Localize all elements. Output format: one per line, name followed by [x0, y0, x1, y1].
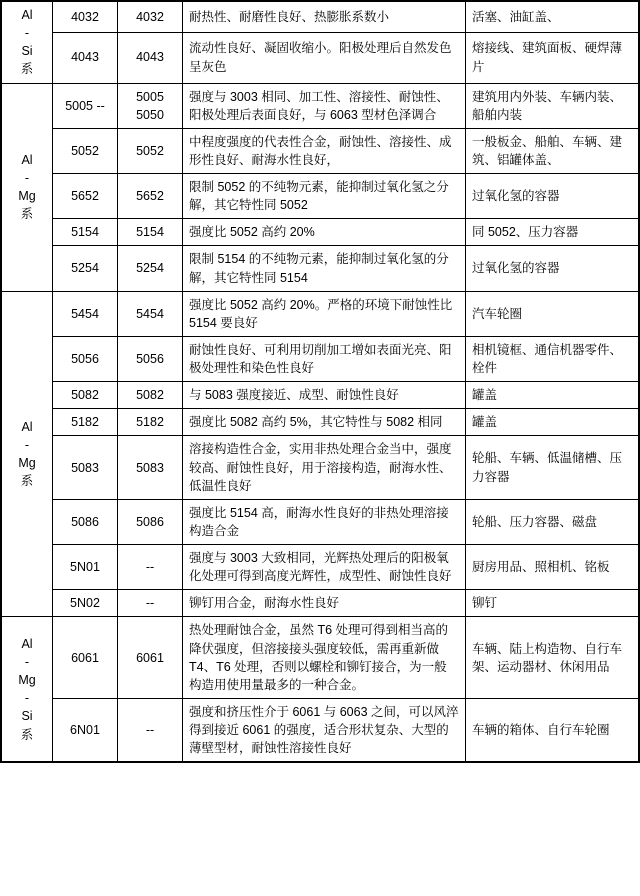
alloy-description: 与 5083 强度接近、成型、耐蚀性良好: [183, 382, 466, 409]
series-label-line: Al: [21, 8, 33, 22]
alloy-equivalent-code: --: [118, 545, 183, 590]
alloy-description: 强度比 5052 高约 20%: [183, 219, 466, 246]
alloy-code: 5652: [53, 174, 118, 219]
alloy-description: 强度和挤压性介于 6061 与 6063 之间，可以风淬得到接近 6061 的强度，适合形状复杂、大型的薄壁型材，耐蚀性溶接性良好: [183, 698, 466, 762]
table-row: [1, 174, 639, 219]
alloy-code: 4032: [53, 1, 118, 32]
table-row: [1, 698, 639, 762]
alloy-description: 溶接构造性合金，实用非热处理合金当中，强度较高、耐蚀性良好，用于溶接构造，耐海水性、低温性良好: [183, 436, 466, 499]
alloy-application: 罐盖: [466, 409, 640, 436]
series-label-line: -: [24, 170, 30, 185]
series-label-line: Si: [21, 709, 33, 724]
alloy-description: 限制 5052 的不纯物元素，能抑制过氧化氢之分解，其它特性同 5052: [183, 174, 466, 219]
alloy-application: 建筑用内外装、车辆内装、船舶内装: [466, 83, 640, 128]
alloy-equivalent-code: 5005 5050: [118, 83, 183, 128]
alloy-code: 5154: [53, 219, 118, 246]
alloy-code: 6N01: [53, 698, 118, 762]
alloy-equivalent-code: --: [118, 698, 183, 762]
alloy-description: 强度与 3003 相同、加工性、溶接性、耐蚀性、阳极处理后表面良好，与 6063 型材色泽调合: [183, 83, 466, 128]
table-row: [1, 382, 639, 409]
alloy-application: 车辆、陆上构造物、自行车架、运动器材、休闲用品: [466, 617, 640, 699]
alloy-application: 铆钉: [466, 590, 640, 617]
series-label-line: -: [24, 691, 30, 706]
alloy-code: 5083: [53, 436, 118, 499]
alloy-code: 5056: [53, 336, 118, 381]
alloy-code: 5052: [53, 128, 118, 173]
table-body: [1, 1, 639, 762]
table-row: [1, 128, 639, 173]
alloy-equivalent-code: 5454: [118, 291, 183, 336]
alloy-description: 强度比 5052 高约 20%。严格的环境下耐蚀性比 5154 要良好: [183, 291, 466, 336]
alloy-equivalent-code: 5056: [118, 336, 183, 381]
series-label-line: -: [24, 26, 30, 41]
alloy-application: 活塞、油缸盖、: [466, 1, 640, 32]
alloy-code: 5254: [53, 246, 118, 291]
series-label-line: Mg: [18, 456, 36, 470]
table-row: [1, 1, 639, 32]
alloy-code: 5454: [53, 291, 118, 336]
alloy-application: 厨房用品、照相机、铭板: [466, 545, 640, 590]
series-label-line: 系: [20, 207, 34, 222]
alloy-application: 过氧化氢的容器: [466, 246, 640, 291]
series-label-line: Si: [21, 44, 33, 59]
alloy-description: 耐热性、耐磨性良好、热膨胀系数小: [183, 1, 466, 32]
series-label-line: 系: [20, 474, 34, 489]
alloy-application: 过氧化氢的容器: [466, 174, 640, 219]
table-row: [1, 436, 639, 499]
alloy-equivalent-code: 5254: [118, 246, 183, 291]
alloy-code: 5086: [53, 499, 118, 544]
alloy-code: 5N02: [53, 590, 118, 617]
alloy-equivalent-code: 5052: [118, 128, 183, 173]
alloy-equivalent-code: 4043: [118, 32, 183, 83]
alloy-description: 强度与 3003 大致相同，光辉热处理后的阳极氧化处理可得到高度光辉性，成型性、耐蚀性良好: [183, 545, 466, 590]
series-label-line: Al: [21, 419, 33, 434]
alloy-series-label: [1, 83, 53, 291]
series-label-line: 系: [20, 62, 34, 77]
table-row: [1, 291, 639, 336]
series-label-line: Mg: [18, 673, 36, 688]
table-row: [1, 246, 639, 291]
table-row: [1, 545, 639, 590]
alloy-code: 5082: [53, 382, 118, 409]
alloy-code: 5005 --: [53, 83, 118, 128]
series-label-line: -: [24, 437, 30, 452]
table-row: [1, 590, 639, 617]
alloy-equivalent-code: 5182: [118, 409, 183, 436]
alloy-application: 车辆的箱体、自行车轮圈: [466, 698, 640, 762]
alloy-code: 5182: [53, 409, 118, 436]
alloy-equivalent-code: 6061: [118, 617, 183, 699]
alloy-equivalent-code: --: [118, 590, 183, 617]
alloy-equivalent-code: 5082: [118, 382, 183, 409]
series-label-line: Al: [21, 152, 33, 167]
table-row: [1, 32, 639, 83]
alloy-application: 熔接线、建筑面板、硬焊薄片: [466, 32, 640, 83]
alloy-code: 6061: [53, 617, 118, 699]
alloy-description: 强度比 5082 高约 5%，其它特性与 5082 相同: [183, 409, 466, 436]
alloy-equivalent-code: 5086: [118, 499, 183, 544]
table-row: [1, 336, 639, 381]
alloy-application: 相机镜框、通信机器零件、栓件: [466, 336, 640, 381]
alloy-description: 热处理耐蚀合金，虽然 T6 处理可得到相当高的降伏强度，但溶接接头强度较低，需再重新做 T4、T6 处理，否则以螺栓和铆钉接合，为一般构造用使用量最多的一种合金。: [183, 617, 466, 699]
series-label-line: -: [24, 655, 30, 670]
series-label-line: Al: [21, 636, 33, 651]
alloy-equivalent-code: 5652: [118, 174, 183, 219]
alloy-equivalent-code: 5154: [118, 219, 183, 246]
alloy-series-label: [1, 1, 53, 83]
table-row: [1, 617, 639, 699]
alloy-code: 4043: [53, 32, 118, 83]
alloy-application: 轮船、压力容器、磁盘: [466, 499, 640, 544]
alloy-application: 罐盖: [466, 382, 640, 409]
alloy-description: 限制 5154 的不纯物元素，能抑制过氧化氢的分解，其它特性同 5154: [183, 246, 466, 291]
alloy-description: 耐蚀性良好、可利用切削加工增如表面光亮、阳极处理性和染色性良好: [183, 336, 466, 381]
alloy-application: 一般板金、船舶、车辆、建筑、铝罐体盖、: [466, 128, 640, 173]
table-row: [1, 499, 639, 544]
alloy-application: 同 5052、压力容器: [466, 219, 640, 246]
alloy-code: 5N01: [53, 545, 118, 590]
alloy-description: 强度比 5154 高，耐海水性良好的非热处理溶接构造合金: [183, 499, 466, 544]
alloy-equivalent-code: 5083: [118, 436, 183, 499]
alloy-series-label: [1, 617, 53, 762]
table-row: [1, 219, 639, 246]
alloy-description: 铆钉用合金，耐海水性良好: [183, 590, 466, 617]
series-label-line: Mg: [18, 189, 36, 204]
alloy-application: 轮船、车辆、低温储槽、压力容器: [466, 436, 640, 499]
alloy-application: 汽车轮圈: [466, 291, 640, 336]
series-label-line: 系: [20, 727, 34, 742]
alloy-description: 流动性良好、凝固收缩小。阳极处理后自然发色呈灰色: [183, 32, 466, 83]
table-row: [1, 83, 639, 128]
alloy-series-label: [1, 291, 53, 617]
table-row: [1, 409, 639, 436]
alloy-description: 中程度强度的代表性合金，耐蚀性、溶接性、成形性良好、耐海水性良好，: [183, 128, 466, 173]
alloy-equivalent-code: 4032: [118, 1, 183, 32]
